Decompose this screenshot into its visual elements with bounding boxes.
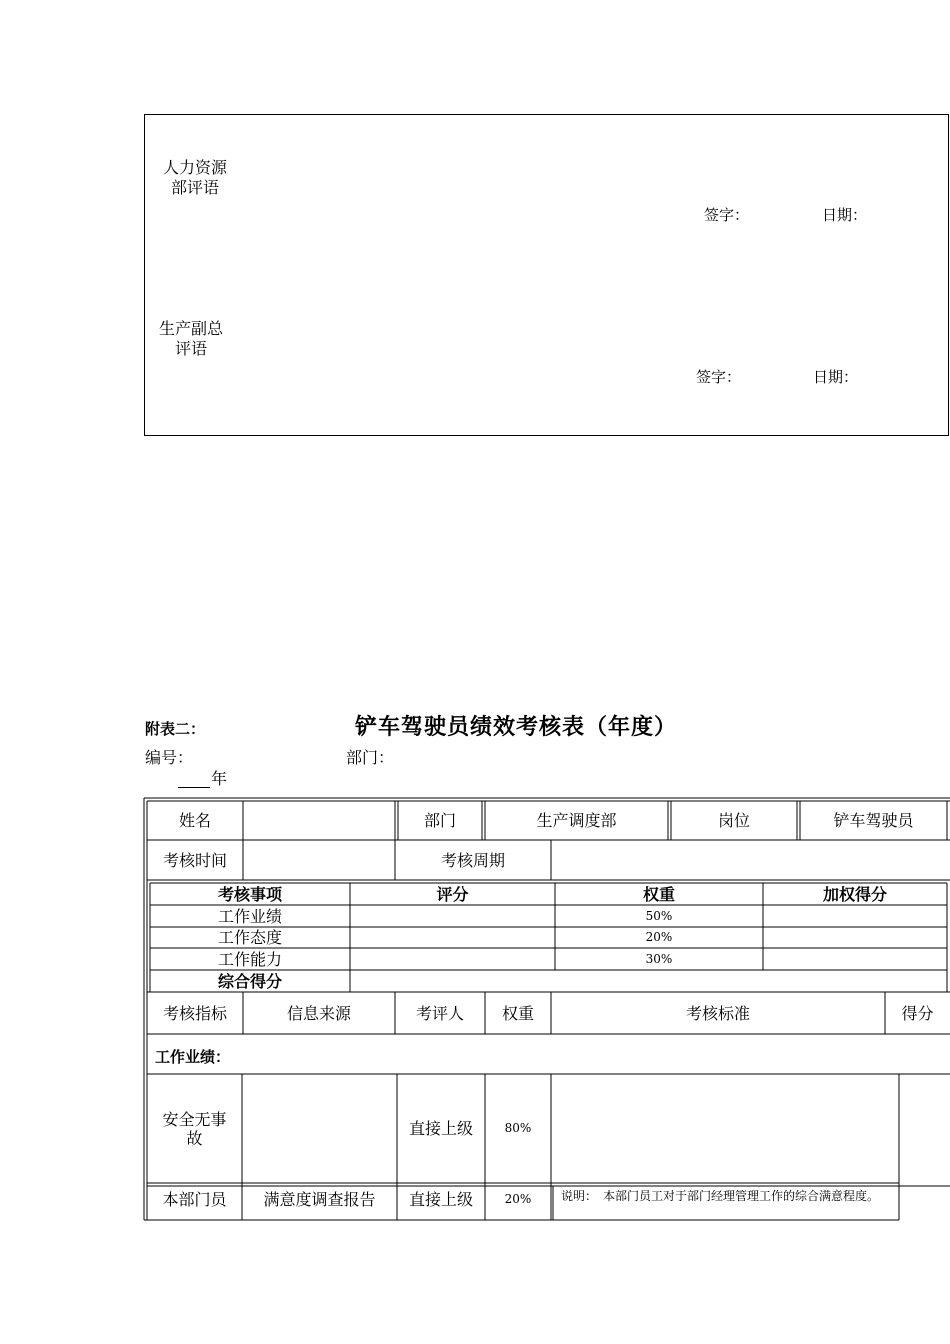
indicator-line1: 安全无事 xyxy=(162,1109,227,1129)
number-label: 编号： xyxy=(145,748,194,767)
hr-comment-label xyxy=(150,158,240,198)
summary-header-weighted: 加权得分 xyxy=(822,884,887,904)
name-label: 姓名 xyxy=(178,811,211,830)
dept-cell-label: 部门 xyxy=(423,811,456,830)
hr-label-line2: 部评语 xyxy=(170,178,219,197)
assess-time-label: 考核时间 xyxy=(162,850,227,870)
assess-cycle-label: 考核周期 xyxy=(440,850,505,870)
summary-row-item: 工作态度 xyxy=(217,928,282,947)
section-title: 工作业绩： xyxy=(155,1048,231,1066)
detail-row-assessor: 直接上级 xyxy=(408,1189,473,1209)
detail-row-assessor: 直接上级 xyxy=(408,1119,473,1138)
detail-header-standard: 考核标准 xyxy=(685,1003,750,1023)
vp-label-line2: 评语 xyxy=(174,339,207,358)
detail-row-score[interactable] xyxy=(899,1074,950,1183)
post-label: 岗位 xyxy=(717,811,750,830)
vp-label-line1: 生产副总 xyxy=(158,319,223,338)
dept-cell-value: 生产调度部 xyxy=(536,811,617,830)
summary-total-label: 综合得分 xyxy=(217,971,282,991)
detail-header-score: 得分 xyxy=(901,1003,934,1023)
detail-row-standard[interactable] xyxy=(551,1074,899,1183)
detail-row-indicator xyxy=(147,1074,242,1183)
vp-comment-label xyxy=(146,319,236,359)
detail-header-weight: 权重 xyxy=(501,1003,534,1023)
detail-row-indicator: 本部门员 xyxy=(162,1189,227,1209)
detail-row-source: 满意度调查报告 xyxy=(263,1189,376,1209)
hr-date-label: 日期： xyxy=(822,206,868,224)
year-blank-line xyxy=(178,787,210,788)
hr-sign-label: 签字： xyxy=(704,206,750,224)
department-label: 部门： xyxy=(346,748,395,767)
detail-row-weight: 80% xyxy=(504,1121,532,1135)
summary-row-weight: 50% xyxy=(645,908,673,923)
summary-header-item: 考核事项 xyxy=(217,884,282,904)
detail-row-score[interactable] xyxy=(899,1186,950,1212)
detail-header-source: 信息来源 xyxy=(286,1003,351,1023)
summary-row-weight: 30% xyxy=(645,951,673,966)
post-value: 铲车驾驶员 xyxy=(833,811,914,830)
summary-row-item: 工作业绩 xyxy=(217,906,282,926)
summary-row-weight: 20% xyxy=(645,930,673,944)
summary-row-item: 工作能力 xyxy=(217,949,282,969)
page-title: 铲车驾驶员绩效考核表（年度） xyxy=(355,714,678,740)
year-label: 年 xyxy=(211,769,228,788)
comment-box xyxy=(144,114,949,436)
detail-row-standard-note: 说明： 本部门员工对于部门经理管理工作的综合满意程度。 xyxy=(561,1189,880,1203)
vp-sign-label: 签字： xyxy=(696,368,742,386)
detail-row-weight: 20% xyxy=(504,1191,532,1206)
detail-header-indicator: 考核指标 xyxy=(162,1003,227,1023)
assess-cycle-value[interactable] xyxy=(551,840,950,880)
hr-label-line1: 人力资源 xyxy=(162,158,227,177)
detail-row-source[interactable] xyxy=(242,1074,397,1183)
detail-header-assessor: 考评人 xyxy=(415,1003,464,1023)
attachment-label: 附表二： xyxy=(145,720,206,738)
summary-header-score: 评分 xyxy=(436,884,469,904)
assess-time-value[interactable] xyxy=(243,840,395,880)
vp-date-label: 日期： xyxy=(813,368,859,386)
indicator-line2: 故 xyxy=(186,1128,203,1148)
name-value-cell[interactable] xyxy=(243,801,395,840)
summary-header-weight: 权重 xyxy=(642,884,675,904)
